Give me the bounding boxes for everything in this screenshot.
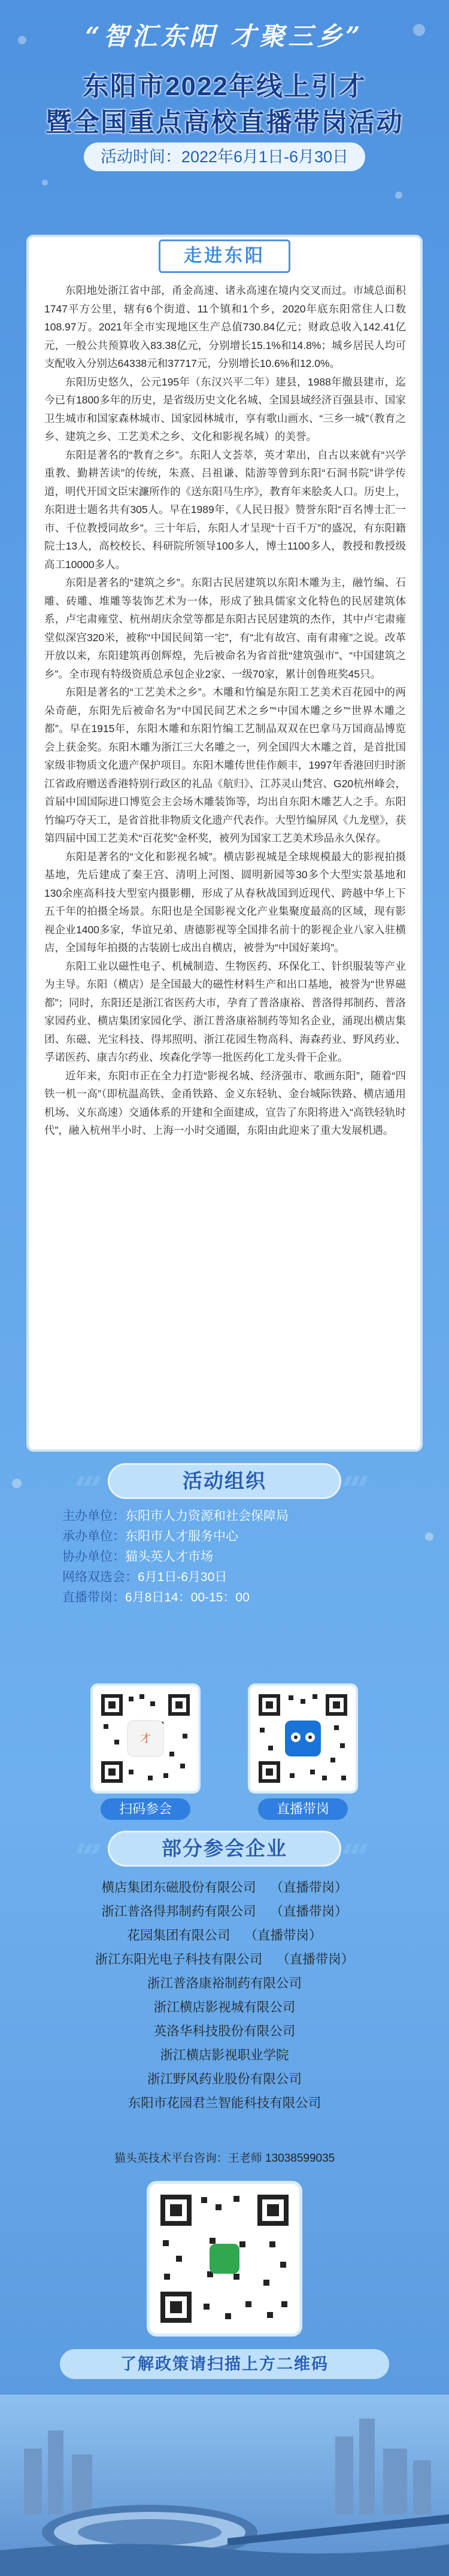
page-title-line1: 东阳市2022年线上引才 [83, 72, 366, 101]
company-list [0, 1876, 449, 2115]
intro-paragraph: 东阳是著名的“教育之乡”。东阳人文荟萃，英才辈出，自古以来就有“兴学重教、勤耕苦读”的传统，朱熹、吕祖谦、陆游等曾到东阳“石洞书院”讲学传道，明代开国文臣宋濂所作的《送东阳马生序》，教育年来脍炙人口。历史上，东阳进士题名共有305人。早在1989年，《人民日报》赞誉东阳“百名博士汇一市、千位教授同故乡”。三十年后，东阳人才呈现“十百千万”的盛况，有东阳籍院士13人，高校校长、科研院所领导100多人，博士1100多人，教授和教授级高工10000多人。 [44, 448, 406, 571]
intro-paragraph: 东阳地处浙江省中部，甬金高速、诸永高速在境内交叉而过。市域总面积1747平方公里，辖有6个街道、11个镇和1个乡，2020年底东阳常住人口数108.97万。2021年全市实现地区生产总值730.84亿元；财政总收入142.41亿元，一般公共预算收入83.38亿元，分别增长15.1%和14.8%；城乡居民人均可支配收入分别达64338元和37717元，分别增长10.6%和12.0%。 [44, 284, 406, 369]
section-header-org [108, 1463, 341, 1499]
section-title: 活动组织 [183, 1470, 266, 1492]
org-key: 协办单位： [62, 1550, 125, 1564]
org-row [62, 1588, 409, 1608]
company-tag: （直播带岗） [244, 1928, 322, 1943]
org-info [62, 1506, 409, 1608]
policy-banner: 了解政策请扫描上方二维码 [60, 2349, 389, 2379]
qr-code-signup[interactable] [93, 1686, 198, 1791]
svg-text:才: 才 [140, 1732, 151, 1745]
section-title: 部分参会企业 [162, 1837, 287, 1859]
intro-paragraph: 东阳历史悠久，公元195年（东汉兴平二年）建县，1988年撤县建市，迄今已有1800多年的历史，是省级历史文化名城、全国县域经济百强县市、国家卫生城市和国家森林城市、国家园林城市，享有歌山画水、“三乡一城”（教育之乡、建筑之乡、工艺美术之乡、文化和影视名城）的美誉。 [44, 375, 406, 442]
org-value: 猫头英人才市场 [125, 1550, 213, 1564]
company-name: 浙江普洛得邦制药有限公司 [101, 1904, 256, 1919]
decor-dot [42, 180, 48, 186]
org-row [62, 1567, 409, 1588]
company-tag: （直播带岗） [270, 1904, 348, 1919]
company-name: 浙江横店影视城有限公司 [153, 2000, 296, 2014]
org-value: 6月8日14：00-15：00 [125, 1591, 250, 1604]
city-skyline-image [0, 2395, 449, 2576]
company-name: 浙江普洛康裕制药有限公司 [147, 1976, 302, 1991]
chevron-decor-icon [345, 1476, 371, 1486]
decor-dot [425, 1533, 433, 1541]
list-item [0, 2019, 449, 2043]
decor-dot [12, 1479, 22, 1488]
company-name: 英洛华科技股份有限公司 [153, 2024, 296, 2038]
org-key: 承办单位： [62, 1530, 125, 1543]
qr-code-icon [250, 1686, 356, 1791]
intro-paragraph: 近年来，东阳市正在全力打造“影视名城、经济强市、歌画东阳”，随着“四铁一机一高”（即杭温高铁、金甬铁路、金义东轻轨、金台城际铁路、横店通用机场、义东高速）交通体系的开建和全面建成，宣告了东阳将进入“高铁轻轨时代”，融入杭州半小时、上海一小时交通圈，东阳由此迎来了重大发展机遇。 [44, 1069, 406, 1136]
qr-live-label: 直播带岗 [258, 1798, 348, 1820]
org-key: 直播带岗： [62, 1591, 125, 1604]
intro-tag: 走进东阳 [159, 239, 290, 273]
company-tag: （直播带岗） [277, 1952, 354, 1967]
section-header-companies [108, 1831, 341, 1867]
intro-paragraph: 东阳是著名的“工艺美术之乡”。木雕和竹编是东阳工艺美术百花园中的两朵奇葩，东阳先后被命名为“中国民间艺术之乡”“中国木雕之乡”“世界木雕之都”。早在1915年，东阳木雕和东阳竹编工艺制品双双在巴拿马万国商品博览会上获金奖。东阳木雕为浙江三大名雕之一，列全国四大木雕之首，是首批国家级非物质文化遗产保护项目。东阳木雕传世佳作颇丰，1997年香港回归时浙江省政府赠送香港特别行政区的礼品《航归》、江苏灵山梵宫、G20杭州峰会，首届中国国际进口博览会主会场木雕装饰等，均出自东阳木雕艺人之手。东阳竹编巧夺天工，是省首批非物质文化遗产代表作。大型竹编屏风《九龙壁》，获第四届中国工艺美术“百花奖”金杯奖，被列为国家工艺美术珍品永久保存。 [44, 686, 406, 844]
list-item [0, 2043, 449, 2067]
company-tag: （直播带岗） [270, 1880, 348, 1895]
qr-code-live[interactable] [250, 1686, 356, 1791]
slogan: “智汇东阳 才聚三乡” [85, 22, 364, 51]
company-name: 浙江野风药业股份有限公司 [147, 2072, 302, 2086]
qr-code-icon [93, 1686, 198, 1791]
qr-signup-label: 扫码参会 [101, 1798, 190, 1820]
list-item [0, 1876, 449, 1900]
activity-time: 活动时间：2022年6月1日-6月30日 [84, 142, 365, 171]
list-item [0, 2067, 449, 2091]
list-item [0, 2091, 449, 2115]
qr-signup-block [93, 1686, 198, 1820]
qr-code-icon [150, 2184, 299, 2334]
chevron-decor-icon [345, 1844, 371, 1853]
contact-info: 猫头英技术平台咨询：王老师 13038599035 [114, 2152, 335, 2165]
intro-paragraph: 东阳是著名的“建筑之乡”。东阳古民居建筑以东阳木雕为主，融竹编、石雕、砖雕、堆雕等装饰艺术为一体，形成了独具儒家文化特色的民居建筑体系，卢宅肃雍堂、杭州胡庆余堂等都是东阳古民居建筑的杰作，其中卢宅肃雍堂似深宫320米，被称“中国民间第一宅”，有“北有故宫、南有肃雍”之说。改革开放以来，东阳建筑再创辉煌，先后被命名为省首批“建筑强市”、“中国建筑之乡”。全市现有特级资质总承包企业2家、一级70家，累计创鲁班奖45只。 [44, 577, 406, 680]
decor-dot [395, 192, 402, 199]
list-item [0, 1923, 449, 1947]
company-name: 横店集团东磁股份有限公司 [101, 1880, 256, 1895]
list-item [0, 1971, 449, 1995]
company-name: 东阳市花园君兰智能科技有限公司 [128, 2096, 321, 2110]
company-name: 浙江横店影视职业学院 [160, 2048, 289, 2062]
org-value: 6月1日-6月30日 [138, 1570, 227, 1584]
org-row [62, 1547, 409, 1567]
org-value: 东阳市人才服务中心 [125, 1530, 238, 1543]
qr-code-policy[interactable] [150, 2184, 299, 2334]
org-row [62, 1527, 409, 1547]
list-item [0, 1947, 449, 1971]
chevron-decor-icon [78, 1844, 104, 1853]
page-title-line2: 暨全国重点高校直播带岗活动 [45, 108, 404, 137]
org-key: 主办单位： [62, 1509, 125, 1523]
list-item [0, 1900, 449, 1923]
chevron-decor-icon [78, 1476, 104, 1486]
org-row [62, 1506, 409, 1527]
org-value: 东阳市人力资源和社会保障局 [125, 1509, 289, 1523]
intro-paragraph: 东阳工业以磁性电子、机械制造、生物医药、环保化工、针织服装等产业为主导。东阳（横店）是全国最大的磁性材料生产和出口基地，被誉为“世界磁都”；同时，东阳还是浙江省医药大市，孕育了普洛康裕、普洛得邦制药、普洛家园药业、横店集团家园化学、浙江普洛康裕制药等知名企业，涌现出横店集团、东磁、光宝科技、得邦照明、浙江花园生物高科、海森药业、野风药业、孚诺医药、康吉尔药业、埃森化学等一批医药化工龙头骨干企业。 [44, 960, 406, 1063]
org-key: 网络双选会： [62, 1570, 138, 1584]
list-item [0, 1995, 449, 2019]
intro-article [44, 281, 406, 1140]
qr-live-block [250, 1686, 356, 1820]
company-name: 浙江东阳光电子科技有限公司 [95, 1952, 263, 1967]
company-name: 花园集团有限公司 [127, 1928, 230, 1943]
intro-paragraph: 东阳是著名的“文化和影视名城”。横店影视城是全球规模最大的影视拍摄基地，先后建成了秦王宫、清明上河图、圆明新园等30多个大型实景基地和130余座高科技大型室内摄影棚，形成了从春秋战国到近现代、跨越中华上下五千年的拍摄全场景。东阳也是全国影视文化产业集聚度最高的区域，现有影视企业1400多家，华谊兄弟、唐德影视等全国排名前十的影视企业八家入驻横店，全国每年拍摄的古装剧七成出自横店，被誉为“中国好莱坞”。 [44, 850, 406, 954]
